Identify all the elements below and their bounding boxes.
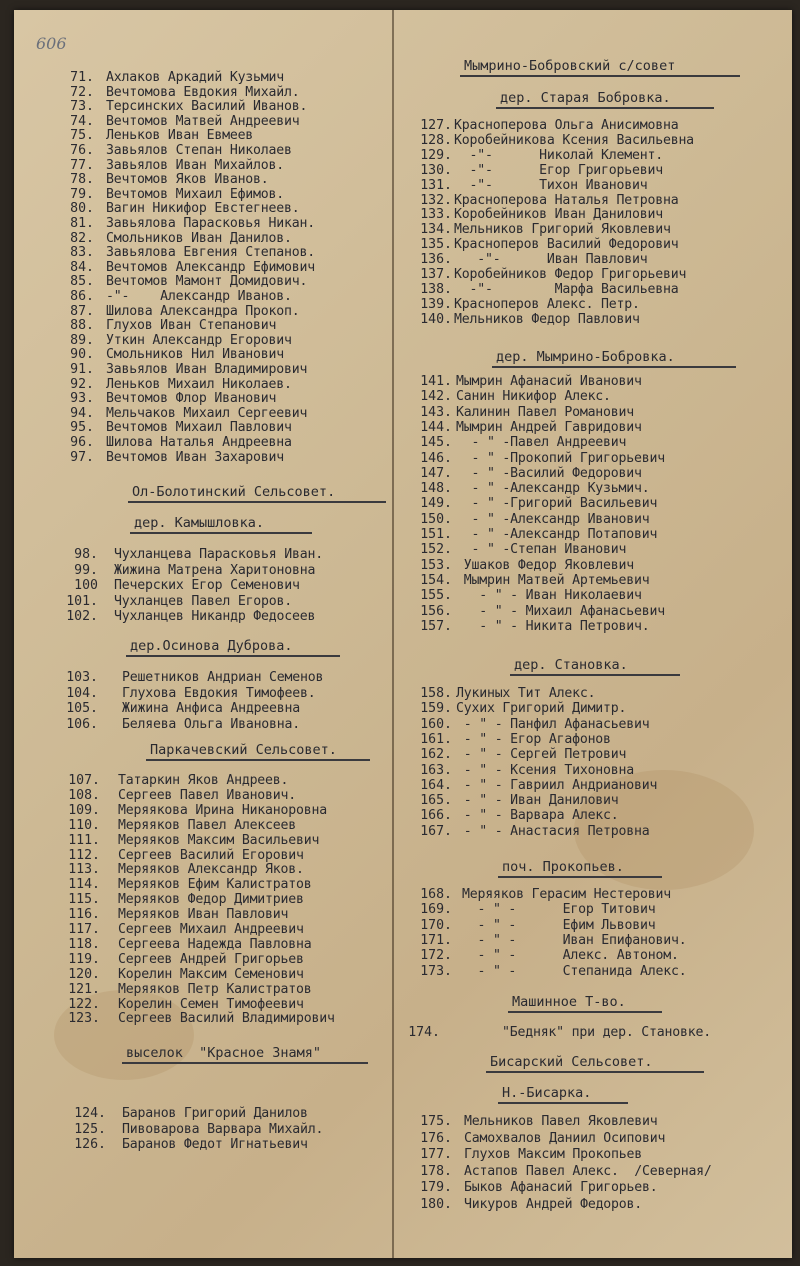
entry-number: 115. (68, 892, 100, 908)
entry-number: 136. (420, 252, 452, 268)
entry-number: 138. (420, 281, 452, 297)
entry-name: - " -Павел Андреевич (456, 435, 627, 451)
entry-number: 125. (74, 1121, 106, 1137)
entry-number: 87. (70, 303, 94, 319)
entry-name: Сергеев Андрей Григорьев (118, 951, 304, 967)
entry-number: 82. (70, 230, 94, 246)
entry-number: 107. (68, 773, 100, 788)
entry-name: Смольников Иван Данилов. (106, 230, 292, 246)
section-heading-n-bisarka: Н.-Бисарка. (502, 1085, 592, 1101)
entry-number: 142. (420, 389, 452, 405)
entry-name: Вечтомова Евдокия Михайл. (106, 84, 300, 100)
entry-name: - " - Егор Агафонов (456, 731, 611, 747)
entry-name: Меряяков Павел Алексеев (118, 817, 297, 833)
entry-name: - " -Александр Кузьмич. (456, 481, 650, 497)
entry-name: - " - Иван Данилович (456, 793, 619, 809)
entry-name: - " -Александр Иванович (456, 511, 650, 527)
entry-number: 131. (420, 177, 452, 193)
entry-number: 168. (420, 887, 452, 902)
entry-name: Завьялова Парасковья Никан. (106, 216, 315, 231)
entry-name: Мельчаков Михаил Сергеевич (106, 405, 308, 421)
entry-name: Чикуров Андрей Федоров. (464, 1197, 643, 1212)
entry-number: 88. (70, 318, 94, 334)
entry-number: 98. (74, 547, 98, 562)
entry-number: 158. (420, 686, 452, 701)
heading-underline (508, 1011, 662, 1013)
entry-number: 170. (420, 917, 452, 933)
entry-name: Сергеев Михаил Андреевич (118, 922, 304, 937)
entry-number: 180. (420, 1197, 452, 1212)
entry-name: Вечтомов Михаил Павлович (106, 420, 292, 436)
entry-number: 160. (420, 716, 452, 732)
entry-number: 166. (420, 808, 452, 824)
entry-name: Вечтомов Иван Захарович (106, 449, 285, 465)
entry-number: 73. (70, 99, 94, 115)
entry-name: Меряяков Ефим Калистратов (118, 877, 312, 893)
entry-name: Самохвалов Даниил Осипович (464, 1130, 666, 1146)
entry-name: Красноперова Ольга Анисимовна (454, 118, 679, 133)
entry-number: 86. (70, 289, 94, 304)
section-heading-bisarsky: Бисарский Сельсовет. (490, 1054, 653, 1070)
entry-name: - " -Григорий Васильевич (456, 496, 658, 512)
entry-name: Уткин Александр Егорович (106, 332, 292, 348)
entry-name: Коробейникова Ксения Васильевна (454, 132, 694, 148)
entry-name: - " - Гавриил Андрианович (456, 777, 658, 793)
entry-name: -"- Иван Павлович (454, 252, 648, 268)
entry-name: Корелин Максим Семенович (118, 966, 304, 982)
entry-number: 161. (420, 731, 452, 747)
entry-number: 103. (66, 670, 98, 685)
entry-name: - " - Иван Епифанович. (462, 932, 687, 948)
entry-number: 156. (420, 603, 452, 619)
entry-name: - " - Панфил Афанасьевич (456, 716, 650, 732)
entry-name: Баранов Григорий Данилов (122, 1106, 308, 1121)
heading-underline (126, 655, 340, 657)
entry-number: 159. (420, 701, 452, 717)
entry-number: 118. (68, 936, 100, 952)
entry-name: Вечтомов Матвей Андреевич (106, 113, 300, 129)
entry-name: -"- Александр Иванов. (106, 289, 292, 304)
entry-name: Вагин Никифор Евстегнеев. (106, 201, 300, 217)
entry-number: 105. (66, 701, 98, 716)
entry-number: 176. (420, 1130, 452, 1146)
entry-number: 128. (420, 132, 452, 148)
entry-number: 153. (420, 557, 452, 573)
heading-underline (130, 532, 312, 534)
entry-number: 134. (420, 222, 452, 238)
entry-number: 157. (420, 618, 452, 634)
entry-number: 114. (68, 877, 100, 893)
heading-underline (492, 366, 736, 368)
section-heading-mashinnoe: Машинное Т-во. (512, 994, 626, 1010)
entry-number: 146. (420, 450, 452, 466)
entry-name: - " - Иван Николаевич (456, 588, 642, 604)
left-column (14, 10, 392, 1258)
entry-number: 119. (68, 951, 100, 967)
section-heading-stanovka: дер. Становка. (514, 657, 628, 673)
entry-name: Красноперов Алекс. Петр. (454, 296, 640, 312)
document-sheet (14, 10, 792, 1258)
entry-number: 164. (420, 777, 452, 793)
entry-name: Меряякова Ирина Никаноровна (118, 802, 327, 818)
entry-number: 104. (66, 685, 98, 701)
entry-name: Татаркин Яков Андреев. (118, 773, 289, 788)
entry-number: 126. (74, 1137, 106, 1152)
entry-name: Глухов Максим Прокопьев (464, 1147, 643, 1163)
entry-name: - " -Прокопий Григорьевич (456, 450, 665, 466)
entry-number: 129. (420, 147, 452, 163)
entry-name: Завьялов Иван Михайлов. (106, 157, 285, 173)
entry-name: Чухланцев Никандр Федосеев (114, 609, 316, 624)
entry-name: Меряяков Иван Павлович (118, 907, 289, 923)
entry-number: 169. (420, 902, 452, 918)
section-heading-prokopyev: поч. Прокопьев. (502, 859, 624, 875)
entry-number: 74. (70, 113, 94, 129)
entry-number: 75. (70, 128, 94, 144)
entry-name: - " - Анастасия Петровна (456, 823, 650, 839)
entry-number: 127. (420, 118, 452, 133)
section-heading-kamyshlovka: дер. Камышловка. (134, 515, 265, 531)
entry-number: 71. (70, 70, 94, 85)
entry-number: 120. (68, 966, 100, 982)
entry-name: Мымрин Афанасий Иванович (456, 374, 642, 389)
entry-number: 99. (74, 562, 98, 578)
entry-number: 90. (70, 347, 94, 363)
entry-name: Коробейников Иван Данилович (454, 207, 663, 223)
entry-number: 117. (68, 922, 100, 937)
entry-number: 165. (420, 793, 452, 809)
entry-name: - " -Александр Потапович (456, 527, 658, 542)
entry-name: Меряяков Федор Димитриев (118, 892, 304, 908)
entry-name: Чухланцев Павел Егоров. (114, 593, 293, 609)
entry-number: 130. (420, 162, 452, 178)
entry-number: 135. (420, 237, 452, 253)
entry-name: - " - Ксения Тихоновна (456, 762, 635, 778)
heading-underline (498, 1102, 628, 1104)
entry-number: 79. (70, 186, 94, 202)
section-heading-staraya-bobrovka: дер. Старая Бобровка. (500, 90, 671, 106)
entry-number: 102. (66, 609, 98, 624)
entry-number: 179. (420, 1180, 452, 1196)
entry-number: 96. (70, 435, 94, 450)
section-heading-krasnoe-znamya: выселок "Красное Знамя" (126, 1045, 322, 1061)
entry-name: - " - Степанида Алекс. (462, 963, 687, 979)
entry-name: Мельников Павел Яковлевич (464, 1114, 658, 1129)
entry-number: 147. (420, 465, 452, 481)
entry-number: 151. (420, 527, 452, 542)
entry-number: 140. (420, 311, 452, 327)
entry-name: Сергеев Павел Иванович. (118, 787, 297, 803)
entry-number: 85. (70, 274, 94, 290)
entry-number: 154. (420, 572, 452, 588)
entry-name: Вечтомов Яков Иванов. (106, 172, 269, 188)
heading-underline (460, 75, 740, 77)
entry-name: - " - Сергей Петрович (456, 747, 627, 763)
entry-number: 137. (420, 267, 452, 282)
entry-number: 83. (70, 245, 94, 261)
entry-number: 116. (68, 907, 100, 923)
entry-number: 80. (70, 201, 94, 217)
entry-number: 106. (66, 716, 98, 732)
entry-number: 77. (70, 157, 94, 173)
entry-number: 110. (68, 817, 100, 833)
entry-name: Меряяков Александр Яков. (118, 862, 304, 878)
entry-name: Глухова Евдокия Тимофеев. (122, 685, 316, 701)
page-mark: 606 (36, 34, 67, 53)
entry-name: Решетников Андриан Семенов (122, 670, 324, 685)
entry-number: 95. (70, 420, 94, 436)
entry-name: Жижина Анфиса Андреевна (122, 701, 301, 716)
entry-number: 174. (408, 1025, 440, 1040)
entry-name: Сергеев Василий Владимирович (118, 1011, 335, 1027)
entry-name: Чухланцева Парасковья Иван. (114, 547, 323, 562)
entry-name: Мельников Григорий Яковлевич (454, 222, 671, 238)
entry-name: Мымрин Матвей Артемьевич (456, 572, 650, 588)
entry-name: Коробейников Федор Григорьевич (454, 267, 687, 282)
entry-number: 97. (70, 449, 94, 465)
heading-underline (128, 501, 386, 503)
entry-name: Вечтомов Михаил Ефимов. (106, 186, 285, 202)
section-heading-ol-bolotinsky: Ол-Болотинский Сельсовет. (132, 484, 336, 500)
entry-name: Баранов Федот Игнатьевич (122, 1137, 308, 1152)
entry-number: 149. (420, 496, 452, 512)
entry-name: Завьялов Степан Николаев (106, 143, 292, 158)
entry-name: Завьялов Иван Владимирович (106, 362, 308, 377)
entry-number: 124. (74, 1106, 106, 1121)
entry-name: Терсинских Василий Иванов. (106, 99, 308, 115)
entry-number: 111. (68, 832, 100, 848)
entry-number: 101. (66, 593, 98, 609)
entry-name: -"- Тихон Иванович (454, 177, 648, 193)
heading-underline (122, 1062, 368, 1064)
entry-number: 173. (420, 963, 452, 979)
entry-number: 121. (68, 981, 100, 997)
entry-name: Меряяков Максим Васильевич (118, 832, 320, 848)
entry-number: 122. (68, 996, 100, 1012)
entry-name: Вечтомов Флор Иванович (106, 391, 277, 407)
entry-name: Вечтомов Мамонт Домидович. (106, 274, 308, 290)
heading-underline (510, 674, 680, 676)
entry-name: Калинин Павел Романович (456, 404, 635, 420)
entry-name: Леньков Михаил Николаев. (106, 376, 292, 392)
entry-number: 167. (420, 823, 452, 839)
entry-number: 150. (420, 511, 452, 527)
entry-name: "Бедняк" при дер. Становке. (502, 1025, 711, 1040)
entry-name: Мельников Федор Павлович (454, 311, 640, 327)
entry-name: - " - Михаил Афанасьевич (456, 603, 665, 619)
entry-number: 177. (420, 1147, 452, 1163)
entry-number: 148. (420, 481, 452, 497)
entry-number: 133. (420, 207, 452, 223)
entry-number: 141. (420, 374, 452, 389)
entry-name: Меряяков Петр Калистратов (118, 981, 312, 997)
heading-underline (496, 107, 714, 109)
entry-name: Жижина Матрена Харитоновна (114, 562, 316, 578)
entry-name: Мымрин Андрей Гавридович (456, 419, 642, 435)
entry-name: -"- Николай Клемент. (454, 147, 663, 163)
entry-number: 100 (74, 578, 98, 593)
section-heading-mymrino-bobrovka: дер. Мымрино-Бобровка. (496, 349, 675, 365)
entry-number: 92. (70, 376, 94, 392)
entry-number: 144. (420, 419, 452, 435)
entry-number: 109. (68, 802, 100, 818)
entry-number: 72. (70, 84, 94, 100)
entry-number: 143. (420, 404, 452, 420)
entry-name: Ахлаков Аркадий Кузьмич (106, 70, 285, 85)
entry-name: Корелин Семен Тимофеевич (118, 996, 304, 1012)
right-column (394, 10, 792, 1258)
entry-number: 132. (420, 192, 452, 208)
entry-name: - " -Василий Федорович (456, 465, 642, 481)
entry-name: Сергеева Надежда Павловна (118, 936, 312, 952)
entry-name: Сухих Григорий Димитр. (456, 701, 627, 717)
entry-name: Смольников Нил Иванович (106, 347, 285, 363)
entry-name: Вечтомов Александр Ефимович (106, 259, 315, 275)
entry-name: Меряяков Герасим Нестерович (462, 887, 671, 902)
entry-number: 89. (70, 332, 94, 348)
entry-name: Беляева Ольга Ивановна. (122, 716, 301, 732)
entry-number: 171. (420, 932, 452, 948)
entry-name: - " - Егор Титович (462, 902, 656, 918)
section-heading-mymrino-bobrovsky: Мымрино-Бобровский с/совет (464, 58, 676, 74)
entry-number: 84. (70, 259, 94, 275)
entry-name: Красноперова Наталья Петровна (454, 192, 679, 208)
entry-name: Ушаков Федор Яковлевич (456, 557, 635, 573)
entry-name: - " - Варвара Алекс. (456, 808, 619, 824)
entry-name: Санин Никифор Алекс. (456, 389, 611, 405)
entry-name: Лукиных Тит Алекс. (456, 686, 596, 701)
entry-name: - " - Алекс. Автоном. (462, 948, 679, 964)
entry-number: 93. (70, 391, 94, 407)
entry-name: Печерских Егор Семенович (114, 578, 300, 593)
entry-number: 108. (68, 787, 100, 803)
entry-number: 162. (420, 747, 452, 763)
entry-name: Шилова Александра Прокоп. (106, 303, 300, 319)
entry-number: 81. (70, 216, 94, 231)
entry-number: 178. (420, 1163, 452, 1179)
heading-underline (486, 1071, 704, 1073)
entry-name: Шилова Наталья Андреевна (106, 435, 292, 450)
entry-number: 145. (420, 435, 452, 451)
entry-number: 175. (420, 1114, 452, 1129)
entry-name: Красноперов Василий Федорович (454, 237, 679, 253)
entry-number: 163. (420, 762, 452, 778)
entry-number: 172. (420, 948, 452, 964)
entry-number: 91. (70, 362, 94, 377)
entry-number: 76. (70, 143, 94, 158)
entry-name: -"- Марфа Васильевна (454, 281, 679, 297)
entry-name: - " - Ефим Львович (462, 917, 656, 933)
entry-name: Пивоварова Варвара Михайл. (122, 1121, 324, 1137)
entry-number: 112. (68, 847, 100, 863)
section-heading-parkachevsky: Паркачевский Сельсовет. (150, 742, 337, 758)
entry-name: - " - Никита Петрович. (456, 618, 650, 634)
entry-number: 113. (68, 862, 100, 878)
section-heading-osinova-dubrova: дер.Осинова Дуброва. (130, 638, 293, 654)
entry-number: 123. (68, 1011, 100, 1027)
entry-name: -"- Егор Григорьевич (454, 162, 663, 178)
entry-number: 78. (70, 172, 94, 188)
entry-number: 152. (420, 542, 452, 558)
entry-number: 155. (420, 588, 452, 604)
entry-number: 94. (70, 405, 94, 421)
entry-name: Глухов Иван Степанович (106, 318, 277, 334)
entry-number: 139. (420, 296, 452, 312)
entry-name: Сергеев Василий Егорович (118, 847, 304, 863)
entry-name: - " -Степан Иванович (456, 542, 627, 558)
entry-name: Астапов Павел Алекс. /Северная/ (464, 1163, 712, 1179)
heading-underline (146, 759, 370, 761)
entry-name: Завьялова Евгения Степанов. (106, 245, 315, 261)
entry-name: Леньков Иван Евмеев (106, 128, 254, 144)
entry-name: Быков Афанасий Григорьев. (464, 1180, 658, 1196)
heading-underline (498, 876, 662, 878)
